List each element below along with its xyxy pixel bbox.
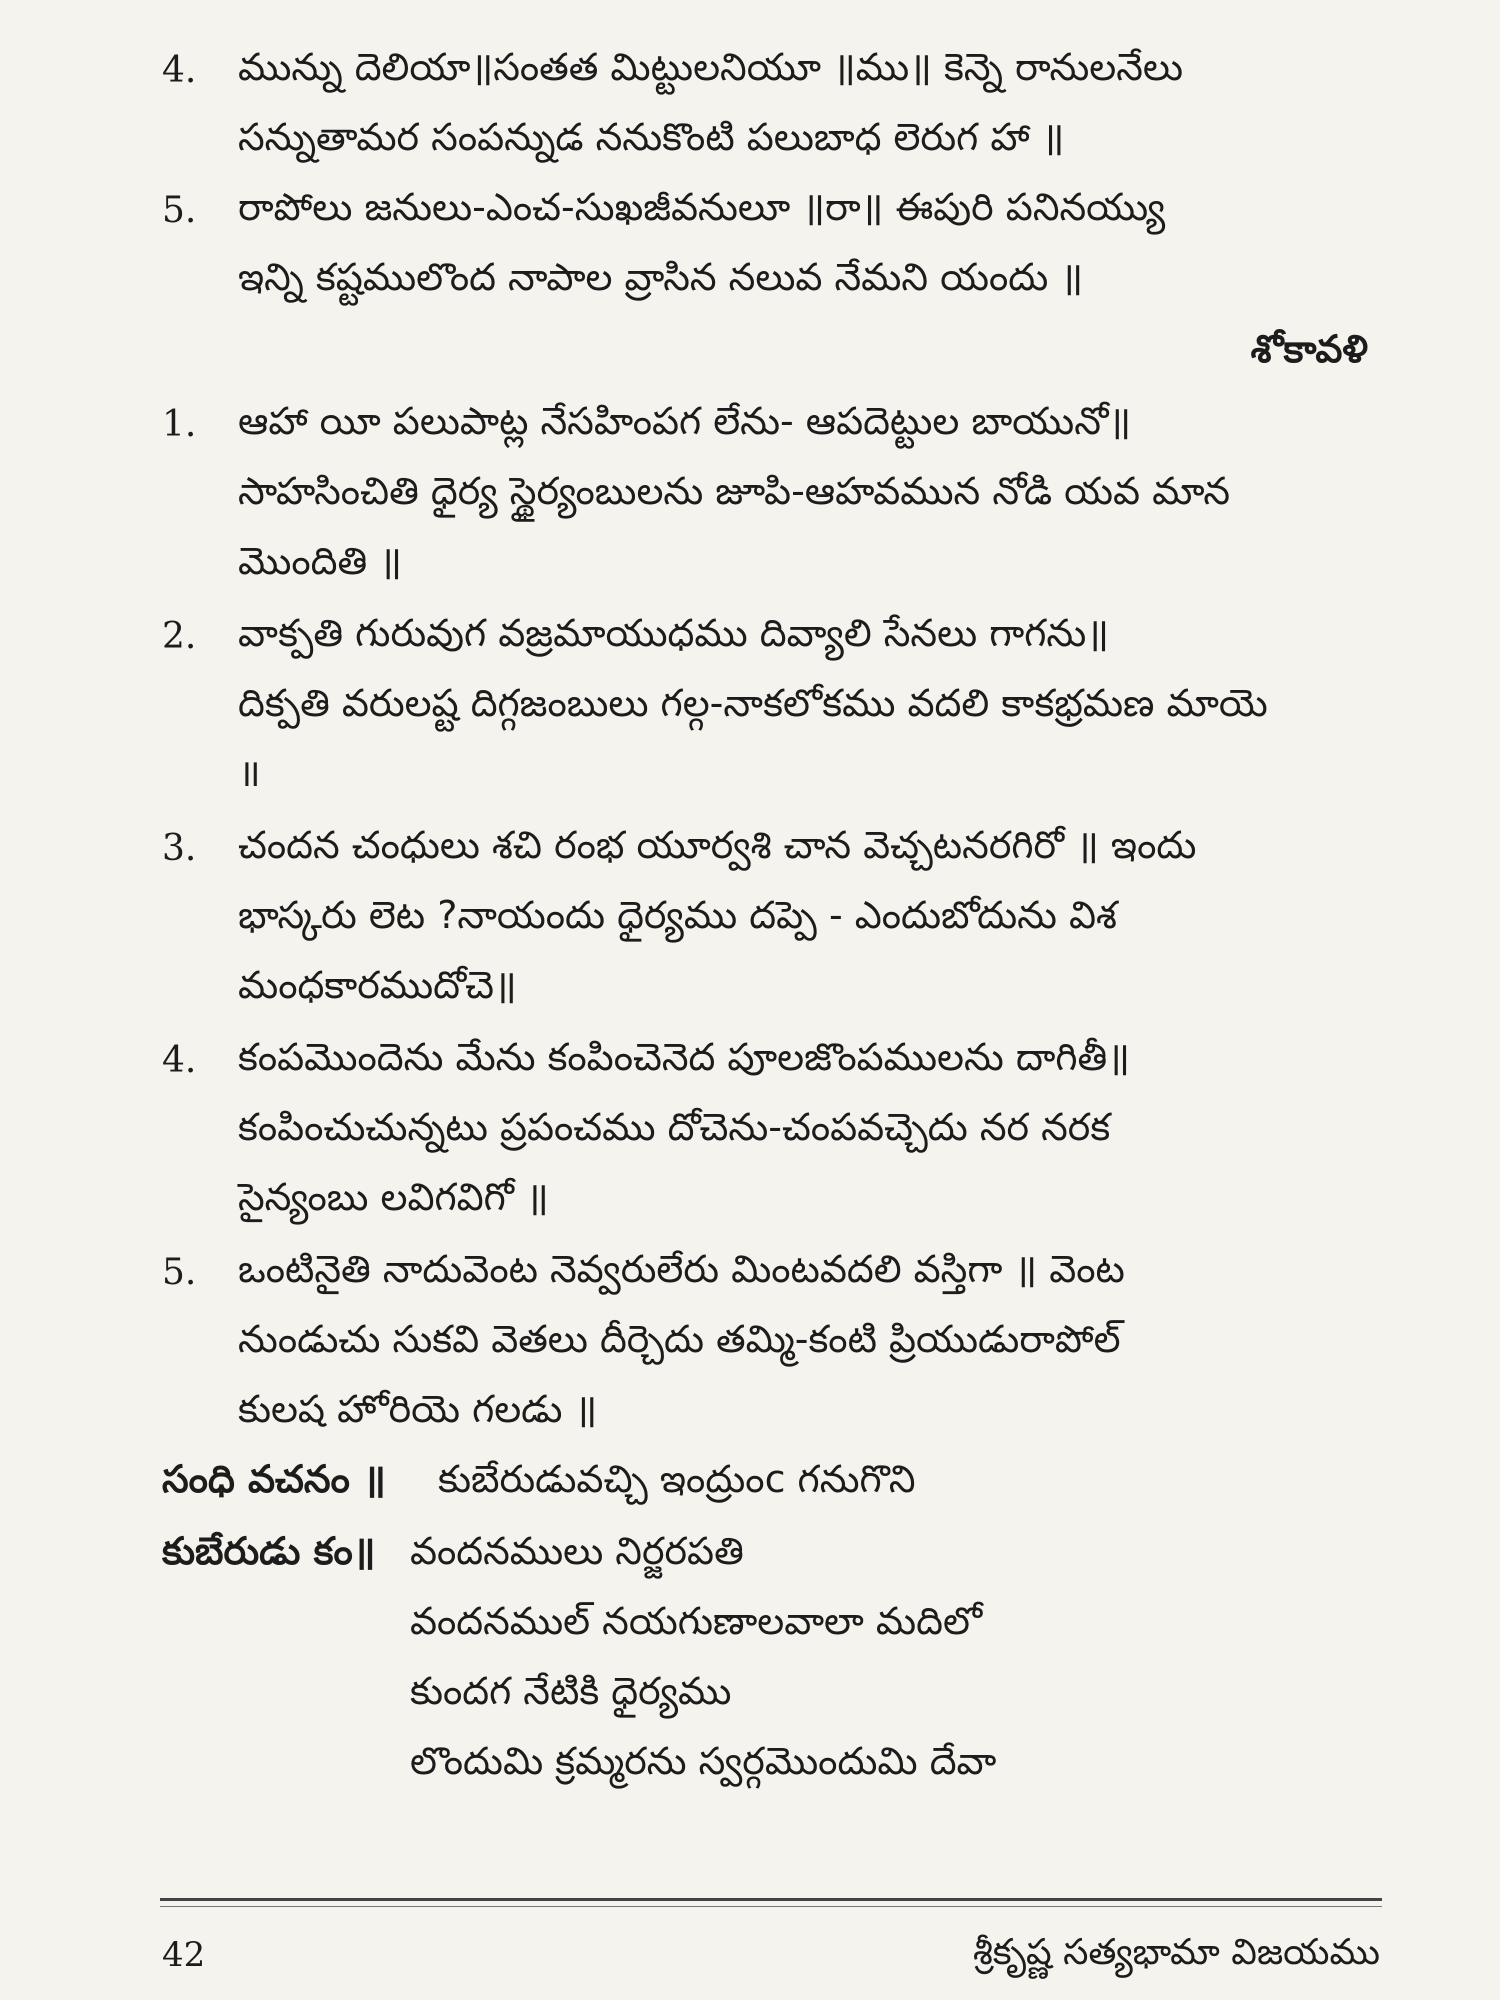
section-heading: శోకావళి [1250, 327, 1368, 371]
verse-number: 4. [162, 50, 197, 91]
verse-number: 2. [162, 616, 197, 657]
page-number: 42 [162, 1935, 206, 1975]
verse-line: ॥ [238, 751, 261, 795]
verse-line: సైన్యంబు లవిగవిగో ॥ [238, 1175, 549, 1219]
verse-line: మొందితి ॥ [238, 539, 403, 583]
verse-line: కులష హోరియె గలడు ॥ [238, 1387, 598, 1431]
verse-line: భాస్కరు లెట ?నాయందు ధైర్యము దప్పె - ఎందుబోదును విశ [238, 893, 1117, 937]
kubera-label: కుబేరుడు కం॥ [162, 1529, 376, 1573]
verse-number: 4. [162, 1040, 197, 1081]
verse-number: 5. [162, 190, 197, 231]
verse-line: సాహసించితి ధైర్య స్థైర్యంబులను జూపి-ఆహవమున నోడి యవ మాన [238, 469, 1231, 513]
verse-line: చందన చంధులు శచి రంభ యూర్వశి చాన వెచ్చటనరగిరో ॥ ఇందు [238, 823, 1197, 867]
verse-number: 1. [162, 404, 197, 445]
footer-rule [160, 1898, 1382, 1901]
verse-line: వాక్పతి గురువుగ వజ్రమాయుధము దివ్యాలి సేనలు గాగను॥ [238, 611, 1110, 655]
kubera-line: కుందగ నేటికి ధైర్యము [410, 1669, 732, 1713]
verse-number: 5. [162, 1252, 197, 1293]
verse-line: దిక్పతి వరులష్ట దిగ్గజంబులు గల్గ-నాకలోకము వదలి కాకభ్రమణ మాయె [238, 681, 1268, 725]
kubera-line: వందనముల్ నయగుణాలవాలా మదిలో [410, 1599, 983, 1643]
kubera-line: వందనములు నిర్జరపతి [410, 1529, 744, 1573]
verse-line: ఆహా యీ పలుపాట్ల నేసహింపగ లేను- ఆపదెట్టుల బాయునో॥ [238, 399, 1132, 443]
sandhi-label: సంధి వచనం ॥ [162, 1457, 386, 1501]
verse-line: మున్ను దెలియా॥సంతత మిట్టులనియూ ॥ము॥ కెన్నె రానులనేలు [238, 45, 1183, 89]
kubera-line: లొందుమి క్రమ్మరను స్వర్గమొందుమి దేవా [410, 1739, 997, 1783]
verse-line: సన్నుతామర సంపన్నుడ ననుకొంటి పలుబాధ లెరుగ హా ॥ [238, 115, 1065, 159]
verse-line: ఒంటినైతి నాదువెంట నెవ్వరులేరు మింటవదలి వస్తిగా ॥ వెంట [238, 1247, 1125, 1291]
footer-rule-thin [160, 1906, 1382, 1907]
sandhi-text: కుబేరుడువచ్చి ఇంద్రుంc గనుగొని [438, 1457, 916, 1501]
verse-line: రాపోలు జనులు-ఎంచ-సుఖజీవనులూ ॥రా॥ ఈపురి పనినయ్యు [238, 185, 1166, 229]
verse-line: మంధకారముదోచె॥ [238, 963, 517, 1007]
verse-line: నుండుచు సుకవి వెతలు దీర్చెదు తమ్మి-కంటి ప్రియుడురాపోల్ [238, 1317, 1121, 1361]
verse-line: కంపమొందెను మేను కంపించెనెద పూలజొంపములను దాగితీ॥ [238, 1035, 1130, 1079]
verse-line: ఇన్ని కష్టములొంద నాపాల వ్రాసిన నలువ నేమని యందు ॥ [238, 255, 1084, 299]
book-title: శ్రీకృష్ణ సత్యభామా విజయము [972, 1932, 1380, 1973]
verse-line: కంపించుచున్నటు ప్రపంచము దోచెను-చంపవచ్చెదు నర నరక [238, 1105, 1111, 1149]
verse-number: 3. [162, 828, 197, 869]
